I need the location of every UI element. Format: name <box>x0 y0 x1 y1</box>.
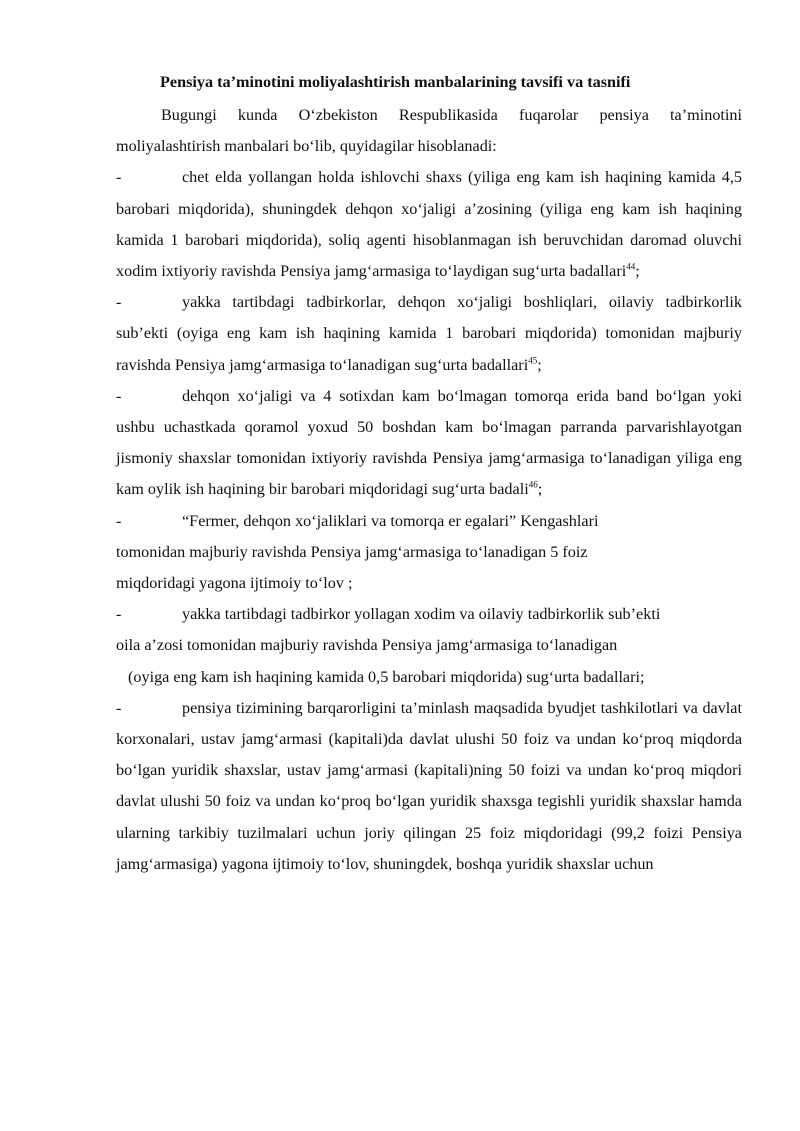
list-item <box>116 381 742 506</box>
list-item-continuation: (oyiga eng kam ish haqining kamida 0,5 barobari miqdorida) sug‘urta badallari; <box>128 667 645 686</box>
list-dash: - <box>116 386 122 405</box>
intro-paragraph: Bugungi kunda O‘zbekiston Respublikasida fuqarolar pensiya ta’minotini moliyalashtirish manbalari bo‘lib, quyidagilar hisoblanadi: <box>116 106 742 156</box>
footnote-ref: 44 <box>626 261 636 272</box>
list-dash: - <box>116 698 122 717</box>
list-item <box>116 599 742 630</box>
list-item <box>116 162 742 287</box>
footnote-ref: 45 <box>528 355 538 366</box>
list-dash: - <box>116 511 122 530</box>
list-item-text: pensiya tizimining barqarorligini ta’minlash maqsadida byudjet tashkilotlari va davlat korxonalari, ustav jamg‘armasi (kapitali)da davlat ulushi 50 foiz va undan ko‘proq miqdorda bo‘lgan yuridik shaxslar, ustav jamg‘armasi (kapitali)ning 50 foizi va undan ko‘proq miqdori davlat ulushi 50 foiz va undan ko‘proq bo‘lgan yuridik shaxsga tegishli yuridik shaxslar hamda ularning tarkibiy tuzilmalari uchun joriy qilingan 25 foiz miqdoridagi (99,2 foizi Pensiya jamg‘armasiga) yagona ijtimoiy to‘lov, shuningdek, boshqa yuridik shaxslar uchun <box>116 698 742 873</box>
list-item-continuation: oila a’zosi tomonidan majburiy ravishda Pensiya jamg‘armasiga to‘lanadigan <box>116 636 618 655</box>
list-item-text: dehqon xo‘jaligi va 4 sotixdan kam bo‘lmagan tomorqa erida band bo‘lgan yoki ushbu uchastkada qoramol yoxud 50 boshdan kam bo‘lmagan parranda parvarishlayotgan jismoniy shaxslar tomonidan ixtiyoriy ravishda Pensiya jamg‘armasiga to‘lanadigan yiliga eng kam oylik ish haqining bir barobari miqdoridagi sug‘urta badali <box>116 386 742 499</box>
list-item-text: yakka tartibdagi tadbirkorlar, dehqon xo‘jaligi boshliqlari, oilaviy tadbirkorlik sub’ekti (oyiga eng kam ish haqining kamida 1 barobari miqdorida) tomonidan majburiy ravishda Pensiya jamg‘armasiga to‘lanadigan sug‘urta badallari <box>116 293 742 374</box>
list-item <box>116 287 742 381</box>
list-item-continuation: miqdoridagi yagona ijtimoiy to‘lov ; <box>116 574 353 593</box>
list-dash: - <box>116 605 122 624</box>
document-body <box>116 70 742 880</box>
list-item <box>116 693 742 880</box>
list-item <box>116 506 742 537</box>
list-item-text: yakka tartibdagi tadbirkor yollagan xodim va oilaviy tadbirkorlik sub’ekti <box>182 605 661 624</box>
list-item-text: “Fermer, dehqon xo‘jaliklari va tomorqa er egalari” Kengashlari <box>182 511 599 530</box>
list-item-continuation: tomonidan majburiy ravishda Pensiya jamg‘armasiga to‘lanadigan 5 foiz <box>116 542 588 561</box>
list-dash: - <box>116 168 122 187</box>
footnote-ref: 46 <box>528 480 538 491</box>
list-dash: - <box>116 293 122 312</box>
section-title: Pensiya ta’minotini moliyalashtirish manbalarining tavsifi va tasnifi <box>160 73 631 91</box>
list-item-end: ; <box>635 262 640 281</box>
list-item-end: ; <box>537 355 542 374</box>
list-item-end: ; <box>537 480 543 499</box>
list-item-text: chet elda yollangan holda ishlovchi shaxs (yiliga eng kam ish haqining kamida 4,5 barobari miqdorida), shuningdek dehqon xo‘jaligi a’zosining (yiliga eng kam ish haqining kamida 1 barobari miqdorida), soliq agenti hisoblanmagan ish beruvchidan daromad oluvchi xodim ixtiyoriy ravishda Pensiya jamg‘armasiga to‘laydigan sug‘urta badallari <box>116 168 742 281</box>
